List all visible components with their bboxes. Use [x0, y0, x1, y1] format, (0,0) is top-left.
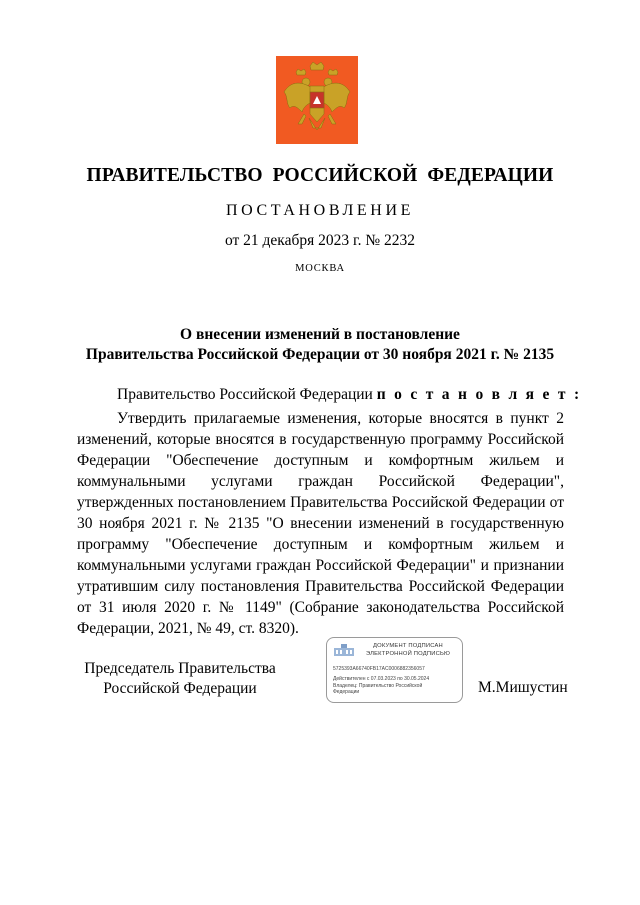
chair-title: [80, 659, 280, 699]
document-type: ПОСТАНОВЛЕНИЕ: [226, 202, 414, 219]
chair-title-line-2: Российской Федерации: [103, 680, 257, 697]
owner-line-2: Федерации: [333, 689, 360, 695]
title-line-1: О внесении изменений в постановление: [180, 326, 460, 343]
stamp-heading: [359, 643, 457, 658]
body-paragraph: Утвердить прилагаемые изменения, которые вносятся в пункт 2 изменений, которые вносятся в государственную программу Российской Федерации "Обеспечение доступным и комфортным жильем и коммунальными услугами граждан Российской Федерации", утвержденных постановлением Правительства Российской Федерации от 30 ноября 2021 г. № 2135 "О внесении изменений в государственную программу "Обеспечение доступным и комфортным жильем и коммунальными услугами граждан Российской Федерации" и признании утратившим силу постановления Правительства Российской Федерации от 31 июля 2020 г. № 1149" (Собрание законодательства Российской Федерации, 2021, № 49, ст. 8320).: [77, 410, 564, 637]
decree-lead: Правительство Российской Федерации: [117, 386, 373, 403]
government-name: ПРАВИТЕЛЬСТВО РОССИЙСКОЙ ФЕДЕРАЦИИ: [86, 165, 554, 186]
title-line-2: Правительства Российской Федерации от 30 ноября 2021 г. № 2135: [85, 346, 555, 363]
electronic-signature-stamp: [326, 637, 463, 703]
city: МОСКВА: [295, 263, 345, 274]
coat-of-arms-emblem: [276, 56, 358, 144]
building-icon: [333, 643, 355, 657]
coat-of-arms-icon: [276, 56, 358, 144]
decree-verb: п о с т а н о в л я е т :: [376, 386, 582, 403]
owner-line-1: Владелец: Правительство Российской: [333, 683, 423, 689]
stamp-heading-line-2: ЭЛЕКТРОННОЙ ПОДПИСЬЮ: [365, 650, 451, 657]
stamp-heading-line-1: ДОКУМЕНТ ПОДПИСАН: [373, 643, 443, 649]
date-number-line: от 21 декабря 2023 г. № 2232: [224, 232, 416, 249]
certificate-number: 5725393A66740FB17AC0006882356057: [333, 666, 425, 672]
document-title: [0, 325, 640, 365]
validity-period: Действителен с 07.03.2023 по 30.05.2024: [333, 676, 430, 682]
signer-name: М.Мишустин: [478, 679, 568, 696]
chair-title-line-1: Председатель Правительства: [84, 660, 276, 677]
decree-line: [117, 386, 581, 404]
